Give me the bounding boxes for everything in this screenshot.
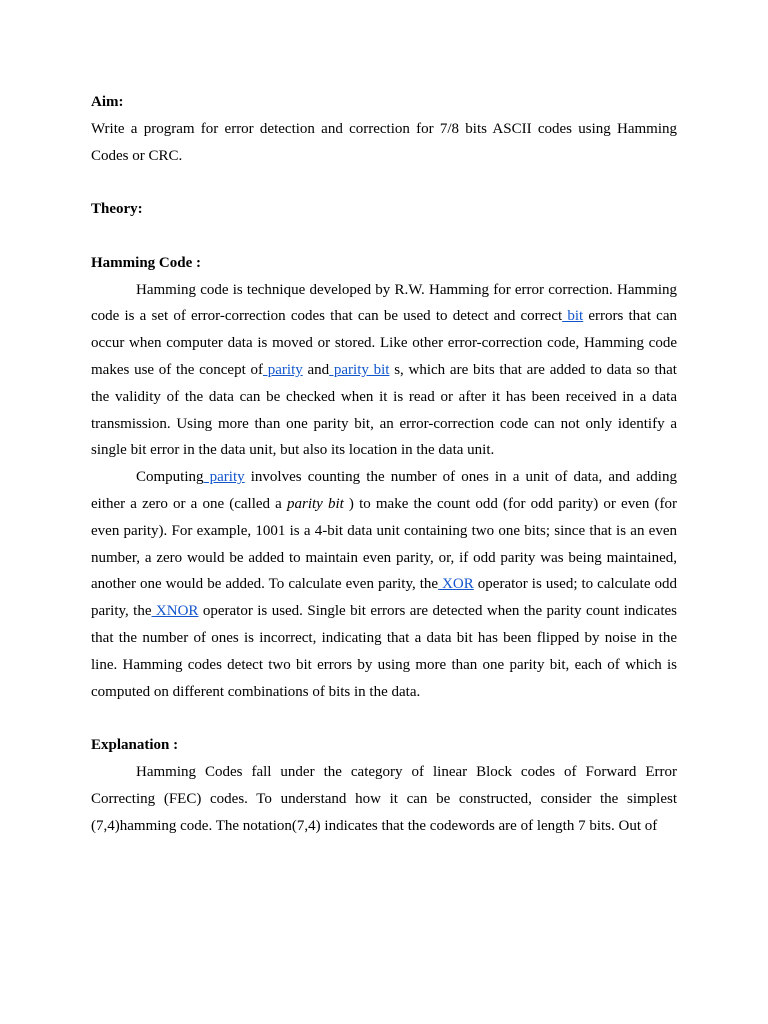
theory-heading: Theory: bbox=[91, 201, 143, 218]
text-run: s, which are bits that are added to data so that the validity of the data can be checked when it is read or after it has been received in a data transmission. Using more than one parity bit, an error-correction code can not only identify a single bit error in the data unit, but also its location in the data unit. bbox=[91, 361, 677, 459]
parity-bit-term: parity bit bbox=[286, 495, 344, 512]
spacer bbox=[91, 705, 677, 732]
spacer bbox=[91, 223, 677, 250]
text-run: Hamming code is technique developed by R.W. Hamming for error correction. Hamming code is a set of error-correction codes that can be used to detect and correct bbox=[91, 281, 677, 325]
text-run: Computing bbox=[136, 469, 204, 486]
text-run: operator is used. Single bit errors are detected when the parity count indicates that the number of ones is incorrect, indicating that a data bit has been flipped by noise in the line. Hamming codes detect two bit errors by using more than one parity bit, each of which is computed on different combinations of bits in the data. bbox=[91, 603, 678, 700]
hamming-paragraph-2 bbox=[91, 464, 677, 705]
aim-heading: Aim: bbox=[91, 94, 124, 110]
spacer bbox=[91, 169, 677, 196]
text-run: involves counting the number of ones in a unit of data, and adding either a zero or a one (called a bbox=[91, 469, 677, 512]
text-run: errors that can occur when computer data is moved or stored. Like other error-correction code, Hamming code makes use of the concept of bbox=[91, 308, 677, 378]
xor-link[interactable]: XOR bbox=[438, 576, 474, 593]
text-run: and bbox=[302, 361, 330, 378]
hamming-code-heading: Hamming Code : bbox=[91, 254, 201, 271]
text-run: operator is used; to calculate odd parity, the bbox=[91, 576, 677, 620]
xnor-link[interactable]: XNOR bbox=[151, 603, 199, 620]
explanation-heading: Explanation : bbox=[91, 737, 179, 754]
parity-bit-link[interactable]: parity bit bbox=[329, 361, 390, 378]
aim-text: Write a program for error detection and correction for 7/8 bits ASCII codes using Hamming Codes or CRC. bbox=[91, 120, 677, 164]
parity-link[interactable]: parity bbox=[203, 469, 245, 486]
text-run: ) to make the count odd (for odd parity) or even (for even parity). For example, 1001 is a 4-bit data unit containing two one bits; since that is an even number, a zero would be added to maintain even parity, or, if odd parity was being maintained, another one would be added. To calculate even parity, the bbox=[91, 495, 677, 593]
parity-link[interactable]: parity bbox=[263, 361, 303, 378]
hamming-paragraph-1 bbox=[91, 277, 677, 465]
bit-link[interactable]: bit bbox=[562, 308, 584, 325]
document-body bbox=[91, 89, 677, 839]
explanation-paragraph: Hamming Codes fall under the category of linear Block codes of Forward Error Correcting (FEC) codes. To understand how it can be constructed, consider the simplest (7,4)hamming code. The notation(7,4) indicates that the codewords are of length 7 bits. Out of bbox=[91, 763, 677, 834]
